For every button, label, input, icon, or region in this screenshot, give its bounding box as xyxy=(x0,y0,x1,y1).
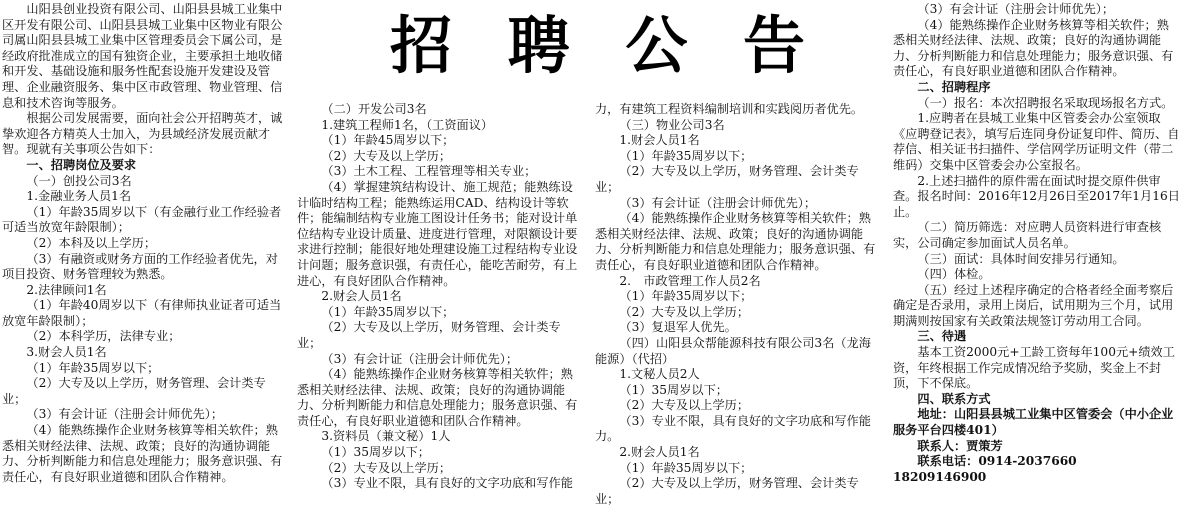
paragraph: （2）大专及以上学历，财务管理、会计类专业； xyxy=(595,476,859,506)
paragraph: 2.法律顾问1名 xyxy=(26,282,107,297)
page-title xyxy=(390,6,805,86)
paragraph: （2）大专及以上学历； xyxy=(619,304,750,319)
paragraph: （3）有会计证（注册会计师优先）； xyxy=(26,407,224,422)
text-column-2 xyxy=(297,102,585,492)
paragraph: （2）大专及以上学历； xyxy=(321,148,452,163)
paragraph: （4）能熟练操作企业财务核算等相关软件；熟悉相关财经法律、法规、政策；良好的沟通协调能力、分析判断能力和信息处理能力；服务意识强、有责任心，有良好职业道德和团队合作精神。 xyxy=(893,17,1174,79)
paragraph: （3）土木工程、工程管理等相关专业； xyxy=(321,164,537,179)
paragraph: （2）大专及以上学历，财务管理、会计类专业； xyxy=(2,376,266,406)
paragraph: 基本工资2000元+工龄工资每年100元+绩效工资，年终根据工作完成情况给予奖励，奖金上不封顶，下不保底。 xyxy=(893,345,1175,391)
paragraph: （1）年龄35周岁以下； xyxy=(321,304,455,319)
paragraph: 2.上述扫描件的原件需在面试时提交原件供审查。报名时间：2016年12月26日至2017年1月16日止。 xyxy=(893,173,1180,219)
paragraph: （1）年龄45周岁以下； xyxy=(321,133,455,148)
title-char: 告 xyxy=(742,9,805,82)
paragraph: （3）专业不限，具有良好的文字功底和写作能 xyxy=(321,476,573,491)
paragraph: 三、待遇 xyxy=(917,329,967,344)
paragraph: （一）创投公司3名 xyxy=(26,173,132,188)
paragraph: （3）有会计证（注册会计师优先）； xyxy=(321,351,519,366)
paragraph: （1）35周岁以下； xyxy=(619,382,728,397)
paragraph: （四）体检。 xyxy=(917,267,991,282)
title-char: 聘 xyxy=(507,9,570,82)
paragraph: （二）简历筛选：对应聘人员资料进行审查核实，公司确定参加面试人员名单。 xyxy=(893,220,1162,250)
paragraph: 1.财会人员1名 xyxy=(619,133,700,148)
paragraph: （1）35周岁以下； xyxy=(321,445,430,460)
paragraph: （1）年龄35周岁以下； xyxy=(619,148,753,163)
paragraph: （1）年龄35周岁以下； xyxy=(619,289,753,304)
paragraph: （3）有融资或财务方面的工作经验者优先，对项目投资、财务管理较为熟悉。 xyxy=(2,251,278,282)
paragraph: （2）大专及以上学历，财务管理、会计类专业； xyxy=(595,164,859,194)
paragraph: （四）山阳县众帮能源科技有限公司3名（龙海能源）（代招） xyxy=(595,335,871,366)
paragraph: （3）有会计证（注册会计师优先）； xyxy=(917,2,1115,16)
paragraph: 四、联系方式 xyxy=(917,391,991,406)
paragraph: （4）能熟练操作企业财务核算等相关软件；熟悉相关财经法律、法规、政策；良好的沟通协调能力、分析判断能力和信息处理能力；服务意识强、有责任心，有良好职业道德和团队合作精神。 xyxy=(595,211,876,272)
paragraph: 一、招聘岗位及要求 xyxy=(26,157,137,172)
paragraph: （2）大专及以上学历，财务管理、会计类专业； xyxy=(297,320,561,350)
paragraph: 3.资料员（兼文秘）1人 xyxy=(321,429,451,444)
paragraph: 1.文秘人员2人 xyxy=(619,367,700,382)
paragraph: 二、招聘程序 xyxy=(917,79,991,94)
paragraph: （1）年龄35周岁以下； xyxy=(619,460,753,475)
paragraph: （三）面试：具体时间安排另行通知。 xyxy=(917,251,1125,266)
paragraph: （1）年龄35周岁以下（有金融行业工作经验者可适当放宽年龄限制）； xyxy=(2,204,282,235)
paragraph: （2）本科及以上学历； xyxy=(26,235,157,250)
paragraph: （2）大专及以上学历； xyxy=(619,398,750,413)
paragraph: （1）年龄35周岁以下； xyxy=(26,360,160,375)
paragraph: （三）物业公司3名 xyxy=(619,117,725,132)
title-char: 公 xyxy=(625,9,688,82)
paragraph: 2. 市政管理工作人员2名 xyxy=(619,273,761,288)
paragraph: （4）能熟练操作企业财务核算等相关软件；熟悉相关财经法律、法规、政策；良好的沟通协调能力、分析判断能力和信息处理能力；服务意识强、有责任心，有良好职业道德和团队合作精神。 xyxy=(2,423,283,484)
paragraph: 根据公司发展需要，面向社会公开招聘英才，诚挚欢迎各方精英人士加入，为县域经济发展贡献才智。现就有关事项公告如下： xyxy=(2,111,283,157)
paragraph: 2.财会人员1名 xyxy=(619,445,700,460)
paragraph: （2）本科学历，法律专业； xyxy=(26,329,181,344)
paragraph: 1.应聘者在县城工业集中区管委会办公室领取《应聘登记表》，填写后连同身份证复印件、简历、自荐信、相关证书扫描件、学信网学历证明文件（带二维码）交集中区管委会办公室报名。 xyxy=(893,111,1180,172)
paragraph: 力，有建筑工程资料编制培训和实践阅历者优先。 xyxy=(595,102,864,116)
paragraph: 联系人：贾策芳 xyxy=(917,438,1003,453)
paragraph: （3）有会计证（注册会计师优先）； xyxy=(619,195,817,210)
title-char: 招 xyxy=(390,9,453,82)
paragraph: 2.财会人员1名 xyxy=(321,289,402,304)
text-column-3 xyxy=(595,102,883,507)
text-column-1 xyxy=(2,2,286,485)
paragraph: （二）开发公司3名 xyxy=(321,102,427,116)
text-column-4 xyxy=(893,2,1180,485)
paragraph: （1）年龄40周岁以下（有律师执业证者可适当放宽年龄限制）； xyxy=(2,298,282,328)
paragraph: （一）报名：本次招聘报名采取现场报名方式。 xyxy=(917,95,1174,110)
paragraph: 山阳县创业投资有限公司、山阳县县城工业集中区开发有限公司、山阳县县城工业集中区物业有限公司属山阳县县城工业集中区管理委员会下属公司，是经政府批准成立的国有独资企业，主要承担土地收储和开发、基础设施和服务性配套设施开发建设及管理、企业融资服务、集中区市政管理、物业管理、信息和技术咨询等服务。 xyxy=(2,2,283,110)
paragraph: 3.财会人员1名 xyxy=(26,345,107,360)
paragraph: （2）大专及以上学历； xyxy=(321,460,452,475)
paragraph: （4）掌握建筑结构设计、施工规范；能熟练设计临时结构工程；能熟练运用CAD、结构设计等软件；能编制结构专业施工图设计任务书；能对设计单位结构专业设计质量、进度进行管理，对限额设计要求进行控制；能很好地处理建设施工过程结构专业设计问题；服务意识强，有责任心，能吃苦耐劳，有上进心，有良好团队合作精神。 xyxy=(297,179,578,288)
paragraph: 1.建筑工程师1名，（工资面议） xyxy=(321,117,494,132)
paragraph: 1.金融业务人员1名 xyxy=(26,189,132,204)
paragraph: （4）能熟练操作企业财务核算等相关软件；熟悉相关财经法律、法规、政策；良好的沟通协调能力、分析判断能力和信息处理能力；服务意识强、有责任心，有良好职业道德和团队合作精神。 xyxy=(297,367,578,428)
paragraph: （3）复退军人优先。 xyxy=(619,320,737,335)
paragraph: （五）经过上述程序确定的合格者经全面考察后确定是否录用，录用上岗后，试用期为三个月，试用期满则按国家有关政策法规签订劳动用工合同。 xyxy=(893,282,1174,328)
paragraph: 地址：山阳县县城工业集中区管委会（中小企业服务平台四楼401） xyxy=(893,407,1174,438)
paragraph: 联系电话：0914-2037660 18209146900 xyxy=(893,454,1089,484)
paragraph: （3）专业不限，具有良好的文字功底和写作能力。 xyxy=(595,413,871,444)
